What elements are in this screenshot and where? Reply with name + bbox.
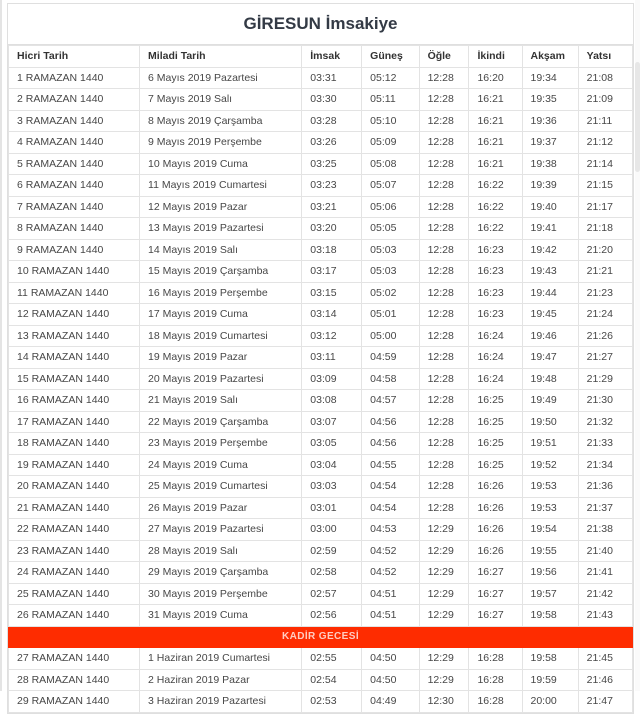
cell-ikindi: 16:22 xyxy=(469,196,522,218)
cell-hicri-tarih: 15 RAMAZAN 1440 xyxy=(9,368,140,390)
cell-hicri-tarih: 25 RAMAZAN 1440 xyxy=(9,583,140,605)
cell-hicri-tarih: 6 RAMAZAN 1440 xyxy=(9,175,140,197)
cell-ogle: 12:28 xyxy=(419,476,469,498)
cell-miladi-tarih: 25 Mayıs 2019 Cumartesi xyxy=(140,476,302,498)
cell-ikindi: 16:26 xyxy=(469,540,522,562)
cell-hicri-tarih: 27 RAMAZAN 1440 xyxy=(9,648,140,670)
cell-yatsi: 21:38 xyxy=(578,519,632,541)
cell-hicri-tarih: 26 RAMAZAN 1440 xyxy=(9,605,140,627)
table-body xyxy=(9,67,633,712)
cell-gunes: 05:07 xyxy=(362,175,419,197)
cell-ikindi: 16:28 xyxy=(469,648,522,670)
table-row xyxy=(9,390,633,412)
cell-imsak: 03:31 xyxy=(302,67,362,89)
cell-aksam: 19:53 xyxy=(522,476,578,498)
cell-gunes: 04:57 xyxy=(362,390,419,412)
cell-yatsi: 21:20 xyxy=(578,239,632,261)
cell-miladi-tarih: 7 Mayıs 2019 Salı xyxy=(140,89,302,111)
cell-miladi-tarih: 9 Mayıs 2019 Perşembe xyxy=(140,132,302,154)
table-row xyxy=(9,497,633,519)
cell-hicri-tarih: 12 RAMAZAN 1440 xyxy=(9,304,140,326)
cell-ogle: 12:28 xyxy=(419,347,469,369)
cell-imsak: 02:56 xyxy=(302,605,362,627)
cell-imsak: 03:01 xyxy=(302,497,362,519)
cell-gunes: 05:06 xyxy=(362,196,419,218)
cell-yatsi: 21:40 xyxy=(578,540,632,562)
cell-hicri-tarih: 9 RAMAZAN 1440 xyxy=(9,239,140,261)
column-header-hicri-tarih: Hicri Tarih xyxy=(9,46,140,68)
cell-hicri-tarih: 18 RAMAZAN 1440 xyxy=(9,433,140,455)
cell-gunes: 04:55 xyxy=(362,454,419,476)
cell-ogle: 12:28 xyxy=(419,89,469,111)
cell-yatsi: 21:33 xyxy=(578,433,632,455)
cell-ogle: 12:28 xyxy=(419,175,469,197)
cell-miladi-tarih: 8 Mayıs 2019 Çarşamba xyxy=(140,110,302,132)
cell-ikindi: 16:25 xyxy=(469,454,522,476)
cell-ikindi: 16:27 xyxy=(469,583,522,605)
cell-ogle: 12:28 xyxy=(419,497,469,519)
cell-ogle: 12:29 xyxy=(419,648,469,670)
cell-gunes: 04:50 xyxy=(362,648,419,670)
table-row xyxy=(9,540,633,562)
cell-hicri-tarih: 17 RAMAZAN 1440 xyxy=(9,411,140,433)
cell-ikindi: 16:23 xyxy=(469,282,522,304)
cell-imsak: 03:04 xyxy=(302,454,362,476)
cell-hicri-tarih: 28 RAMAZAN 1440 xyxy=(9,669,140,691)
cell-yatsi: 21:12 xyxy=(578,132,632,154)
cell-yatsi: 21:14 xyxy=(578,153,632,175)
cell-ogle: 12:28 xyxy=(419,261,469,283)
cell-gunes: 05:11 xyxy=(362,89,419,111)
cell-yatsi: 21:32 xyxy=(578,411,632,433)
cell-hicri-tarih: 29 RAMAZAN 1440 xyxy=(9,691,140,713)
cell-gunes: 04:58 xyxy=(362,368,419,390)
cell-miladi-tarih: 31 Mayıs 2019 Cuma xyxy=(140,605,302,627)
cell-imsak: 03:12 xyxy=(302,325,362,347)
cell-ogle: 12:28 xyxy=(419,218,469,240)
cell-aksam: 19:41 xyxy=(522,218,578,240)
cell-hicri-tarih: 13 RAMAZAN 1440 xyxy=(9,325,140,347)
window-left-edge xyxy=(0,0,2,691)
cell-ogle: 12:29 xyxy=(419,540,469,562)
cell-ogle: 12:28 xyxy=(419,325,469,347)
cell-aksam: 19:52 xyxy=(522,454,578,476)
cell-hicri-tarih: 16 RAMAZAN 1440 xyxy=(9,390,140,412)
cell-gunes: 04:51 xyxy=(362,583,419,605)
cell-aksam: 19:45 xyxy=(522,304,578,326)
cell-ogle: 12:28 xyxy=(419,132,469,154)
table-row xyxy=(9,132,633,154)
table-row xyxy=(9,153,633,175)
column-header-miladi-tarih: Miladi Tarih xyxy=(140,46,302,68)
cell-yatsi: 21:23 xyxy=(578,282,632,304)
cell-gunes: 04:56 xyxy=(362,433,419,455)
cell-imsak: 03:30 xyxy=(302,89,362,111)
cell-ikindi: 16:26 xyxy=(469,497,522,519)
table-row xyxy=(9,67,633,89)
cell-aksam: 19:36 xyxy=(522,110,578,132)
cell-imsak: 03:26 xyxy=(302,132,362,154)
cell-aksam: 19:50 xyxy=(522,411,578,433)
cell-aksam: 19:42 xyxy=(522,239,578,261)
cell-imsak: 03:00 xyxy=(302,519,362,541)
cell-gunes: 05:09 xyxy=(362,132,419,154)
cell-imsak: 03:14 xyxy=(302,304,362,326)
table-row xyxy=(9,648,633,670)
table-row xyxy=(9,433,633,455)
cell-hicri-tarih: 10 RAMAZAN 1440 xyxy=(9,261,140,283)
cell-ogle: 12:28 xyxy=(419,67,469,89)
cell-gunes: 04:52 xyxy=(362,540,419,562)
cell-ikindi: 16:22 xyxy=(469,218,522,240)
table-row xyxy=(9,347,633,369)
cell-yatsi: 21:26 xyxy=(578,325,632,347)
cell-ikindi: 16:21 xyxy=(469,132,522,154)
cell-aksam: 19:37 xyxy=(522,132,578,154)
cell-ogle: 12:29 xyxy=(419,669,469,691)
cell-hicri-tarih: 8 RAMAZAN 1440 xyxy=(9,218,140,240)
cell-yatsi: 21:47 xyxy=(578,691,632,713)
cell-gunes: 05:05 xyxy=(362,218,419,240)
cell-ogle: 12:28 xyxy=(419,282,469,304)
cell-gunes: 04:51 xyxy=(362,605,419,627)
cell-hicri-tarih: 22 RAMAZAN 1440 xyxy=(9,519,140,541)
cell-ogle: 12:28 xyxy=(419,390,469,412)
cell-yatsi: 21:46 xyxy=(578,669,632,691)
cell-miladi-tarih: 10 Mayıs 2019 Cuma xyxy=(140,153,302,175)
cell-aksam: 19:53 xyxy=(522,497,578,519)
cell-aksam: 19:49 xyxy=(522,390,578,412)
cell-yatsi: 21:21 xyxy=(578,261,632,283)
column-header-gunes: Güneş xyxy=(362,46,419,68)
cell-imsak: 02:57 xyxy=(302,583,362,605)
cell-gunes: 05:01 xyxy=(362,304,419,326)
table-row xyxy=(9,304,633,326)
cell-miladi-tarih: 13 Mayıs 2019 Pazartesi xyxy=(140,218,302,240)
cell-yatsi: 21:34 xyxy=(578,454,632,476)
cell-ogle: 12:28 xyxy=(419,368,469,390)
cell-ikindi: 16:26 xyxy=(469,476,522,498)
cell-miladi-tarih: 15 Mayıs 2019 Çarşamba xyxy=(140,261,302,283)
cell-imsak: 03:21 xyxy=(302,196,362,218)
cell-ikindi: 16:22 xyxy=(469,175,522,197)
cell-hicri-tarih: 7 RAMAZAN 1440 xyxy=(9,196,140,218)
table-row xyxy=(9,89,633,111)
cell-gunes: 04:53 xyxy=(362,519,419,541)
cell-hicri-tarih: 20 RAMAZAN 1440 xyxy=(9,476,140,498)
cell-miladi-tarih: 19 Mayıs 2019 Pazar xyxy=(140,347,302,369)
column-header-ikindi: İkindi xyxy=(469,46,522,68)
cell-yatsi: 21:45 xyxy=(578,648,632,670)
cell-ogle: 12:29 xyxy=(419,583,469,605)
table-row xyxy=(9,175,633,197)
scrollbar-thumb[interactable] xyxy=(635,62,640,172)
table-row xyxy=(9,562,633,584)
cell-miladi-tarih: 21 Mayıs 2019 Salı xyxy=(140,390,302,412)
cell-imsak: 03:20 xyxy=(302,218,362,240)
cell-hicri-tarih: 14 RAMAZAN 1440 xyxy=(9,347,140,369)
cell-yatsi: 21:27 xyxy=(578,347,632,369)
cell-imsak: 03:05 xyxy=(302,433,362,455)
cell-ikindi: 16:20 xyxy=(469,67,522,89)
cell-gunes: 05:03 xyxy=(362,261,419,283)
cell-ikindi: 16:24 xyxy=(469,368,522,390)
cell-miladi-tarih: 18 Mayıs 2019 Cumartesi xyxy=(140,325,302,347)
table-row xyxy=(9,583,633,605)
cell-aksam: 19:34 xyxy=(522,67,578,89)
cell-yatsi: 21:29 xyxy=(578,368,632,390)
cell-imsak: 02:53 xyxy=(302,691,362,713)
cell-ikindi: 16:27 xyxy=(469,562,522,584)
cell-gunes: 04:49 xyxy=(362,691,419,713)
cell-ogle: 12:30 xyxy=(419,691,469,713)
table-row xyxy=(9,454,633,476)
cell-ogle: 12:28 xyxy=(419,411,469,433)
column-header-imsak: İmsak xyxy=(302,46,362,68)
cell-hicri-tarih: 4 RAMAZAN 1440 xyxy=(9,132,140,154)
cell-ogle: 12:29 xyxy=(419,562,469,584)
cell-imsak: 03:03 xyxy=(302,476,362,498)
table-row xyxy=(9,411,633,433)
cell-aksam: 19:48 xyxy=(522,368,578,390)
cell-gunes: 05:08 xyxy=(362,153,419,175)
cell-ogle: 12:28 xyxy=(419,239,469,261)
column-header-aksam: Akşam xyxy=(522,46,578,68)
cell-yatsi: 21:11 xyxy=(578,110,632,132)
cell-ikindi: 16:25 xyxy=(469,411,522,433)
cell-aksam: 19:35 xyxy=(522,89,578,111)
cell-miladi-tarih: 20 Mayıs 2019 Pazartesi xyxy=(140,368,302,390)
cell-aksam: 19:58 xyxy=(522,648,578,670)
cell-ikindi: 16:28 xyxy=(469,691,522,713)
cell-gunes: 05:03 xyxy=(362,239,419,261)
cell-yatsi: 21:15 xyxy=(578,175,632,197)
cell-ogle: 12:28 xyxy=(419,433,469,455)
cell-ikindi: 16:27 xyxy=(469,605,522,627)
cell-yatsi: 21:36 xyxy=(578,476,632,498)
cell-ogle: 12:28 xyxy=(419,153,469,175)
cell-miladi-tarih: 27 Mayıs 2019 Pazartesi xyxy=(140,519,302,541)
cell-ogle: 12:28 xyxy=(419,110,469,132)
cell-miladi-tarih: 11 Mayıs 2019 Cumartesi xyxy=(140,175,302,197)
cell-imsak: 03:09 xyxy=(302,368,362,390)
cell-imsak: 03:17 xyxy=(302,261,362,283)
cell-miladi-tarih: 1 Haziran 2019 Cumartesi xyxy=(140,648,302,670)
imsakiye-table-container xyxy=(7,3,634,714)
cell-hicri-tarih: 5 RAMAZAN 1440 xyxy=(9,153,140,175)
cell-imsak: 03:28 xyxy=(302,110,362,132)
cell-ogle: 12:28 xyxy=(419,304,469,326)
cell-miladi-tarih: 29 Mayıs 2019 Çarşamba xyxy=(140,562,302,584)
cell-ikindi: 16:23 xyxy=(469,261,522,283)
cell-yatsi: 21:18 xyxy=(578,218,632,240)
cell-aksam: 19:40 xyxy=(522,196,578,218)
cell-gunes: 04:54 xyxy=(362,497,419,519)
cell-imsak: 03:18 xyxy=(302,239,362,261)
cell-aksam: 20:00 xyxy=(522,691,578,713)
cell-ogle: 12:29 xyxy=(419,605,469,627)
cell-ikindi: 16:28 xyxy=(469,669,522,691)
table-row xyxy=(9,282,633,304)
cell-aksam: 19:43 xyxy=(522,261,578,283)
cell-miladi-tarih: 30 Mayıs 2019 Perşembe xyxy=(140,583,302,605)
cell-aksam: 19:46 xyxy=(522,325,578,347)
cell-aksam: 19:59 xyxy=(522,669,578,691)
cell-aksam: 19:51 xyxy=(522,433,578,455)
cell-aksam: 19:56 xyxy=(522,562,578,584)
cell-gunes: 04:52 xyxy=(362,562,419,584)
cell-aksam: 19:55 xyxy=(522,540,578,562)
cell-ikindi: 16:21 xyxy=(469,110,522,132)
cell-miladi-tarih: 12 Mayıs 2019 Pazar xyxy=(140,196,302,218)
cell-imsak: 02:58 xyxy=(302,562,362,584)
cell-yatsi: 21:08 xyxy=(578,67,632,89)
cell-gunes: 04:54 xyxy=(362,476,419,498)
cell-yatsi: 21:24 xyxy=(578,304,632,326)
cell-yatsi: 21:30 xyxy=(578,390,632,412)
cell-ogle: 12:29 xyxy=(419,519,469,541)
cell-miladi-tarih: 6 Mayıs 2019 Pazartesi xyxy=(140,67,302,89)
table-row xyxy=(9,368,633,390)
cell-imsak: 02:55 xyxy=(302,648,362,670)
cell-miladi-tarih: 22 Mayıs 2019 Çarşamba xyxy=(140,411,302,433)
cell-hicri-tarih: 11 RAMAZAN 1440 xyxy=(9,282,140,304)
cell-miladi-tarih: 26 Mayıs 2019 Pazar xyxy=(140,497,302,519)
cell-miladi-tarih: 23 Mayıs 2019 Perşembe xyxy=(140,433,302,455)
cell-hicri-tarih: 19 RAMAZAN 1440 xyxy=(9,454,140,476)
cell-ikindi: 16:21 xyxy=(469,89,522,111)
cell-gunes: 05:02 xyxy=(362,282,419,304)
cell-ikindi: 16:25 xyxy=(469,433,522,455)
column-header-yatsi: Yatsı xyxy=(578,46,632,68)
table-row xyxy=(9,261,633,283)
table-row xyxy=(9,218,633,240)
page-title: GİRESUN İmsakiye xyxy=(8,4,633,45)
imsakiye-table xyxy=(8,45,633,713)
table-head xyxy=(9,46,633,68)
cell-ikindi: 16:23 xyxy=(469,304,522,326)
cell-yatsi: 21:37 xyxy=(578,497,632,519)
cell-gunes: 05:12 xyxy=(362,67,419,89)
scrollbar-track[interactable] xyxy=(635,0,640,691)
cell-gunes: 05:10 xyxy=(362,110,419,132)
cell-yatsi: 21:43 xyxy=(578,605,632,627)
cell-yatsi: 21:17 xyxy=(578,196,632,218)
table-row xyxy=(9,605,633,627)
cell-hicri-tarih: 24 RAMAZAN 1440 xyxy=(9,562,140,584)
cell-imsak: 03:15 xyxy=(302,282,362,304)
cell-miladi-tarih: 28 Mayıs 2019 Salı xyxy=(140,540,302,562)
cell-hicri-tarih: 21 RAMAZAN 1440 xyxy=(9,497,140,519)
cell-aksam: 19:38 xyxy=(522,153,578,175)
cell-yatsi: 21:41 xyxy=(578,562,632,584)
cell-hicri-tarih: 23 RAMAZAN 1440 xyxy=(9,540,140,562)
cell-miladi-tarih: 3 Haziran 2019 Pazartesi xyxy=(140,691,302,713)
cell-yatsi: 21:42 xyxy=(578,583,632,605)
cell-imsak: 02:59 xyxy=(302,540,362,562)
cell-yatsi: 21:09 xyxy=(578,89,632,111)
cell-ikindi: 16:21 xyxy=(469,153,522,175)
kadir-gecesi-banner: KADİR GECESİ xyxy=(9,626,633,648)
cell-gunes: 04:59 xyxy=(362,347,419,369)
cell-miladi-tarih: 2 Haziran 2019 Pazar xyxy=(140,669,302,691)
cell-gunes: 04:56 xyxy=(362,411,419,433)
cell-imsak: 03:11 xyxy=(302,347,362,369)
cell-gunes: 04:50 xyxy=(362,669,419,691)
cell-aksam: 19:44 xyxy=(522,282,578,304)
cell-ikindi: 16:24 xyxy=(469,325,522,347)
cell-ikindi: 16:25 xyxy=(469,390,522,412)
table-row xyxy=(9,239,633,261)
cell-ogle: 12:28 xyxy=(419,454,469,476)
cell-ikindi: 16:24 xyxy=(469,347,522,369)
table-row xyxy=(9,110,633,132)
cell-aksam: 19:39 xyxy=(522,175,578,197)
cell-miladi-tarih: 17 Mayıs 2019 Cuma xyxy=(140,304,302,326)
cell-miladi-tarih: 14 Mayıs 2019 Salı xyxy=(140,239,302,261)
cell-imsak: 03:23 xyxy=(302,175,362,197)
table-header-row xyxy=(9,46,633,68)
cell-aksam: 19:58 xyxy=(522,605,578,627)
table-row xyxy=(9,476,633,498)
cell-aksam: 19:57 xyxy=(522,583,578,605)
table-row xyxy=(9,196,633,218)
column-header-ogle: Öğle xyxy=(419,46,469,68)
cell-hicri-tarih: 3 RAMAZAN 1440 xyxy=(9,110,140,132)
cell-aksam: 19:47 xyxy=(522,347,578,369)
cell-ikindi: 16:23 xyxy=(469,239,522,261)
cell-gunes: 05:00 xyxy=(362,325,419,347)
cell-aksam: 19:54 xyxy=(522,519,578,541)
cell-imsak: 02:54 xyxy=(302,669,362,691)
cell-hicri-tarih: 1 RAMAZAN 1440 xyxy=(9,67,140,89)
cell-imsak: 03:25 xyxy=(302,153,362,175)
cell-miladi-tarih: 16 Mayıs 2019 Perşembe xyxy=(140,282,302,304)
cell-imsak: 03:08 xyxy=(302,390,362,412)
cell-miladi-tarih: 24 Mayıs 2019 Cuma xyxy=(140,454,302,476)
cell-imsak: 03:07 xyxy=(302,411,362,433)
table-row xyxy=(9,691,633,713)
table-row xyxy=(9,669,633,691)
table-row xyxy=(9,519,633,541)
cell-ikindi: 16:26 xyxy=(469,519,522,541)
table-row xyxy=(9,325,633,347)
cell-hicri-tarih: 2 RAMAZAN 1440 xyxy=(9,89,140,111)
cell-ogle: 12:28 xyxy=(419,196,469,218)
kadir-gecesi-banner-row xyxy=(9,626,633,648)
